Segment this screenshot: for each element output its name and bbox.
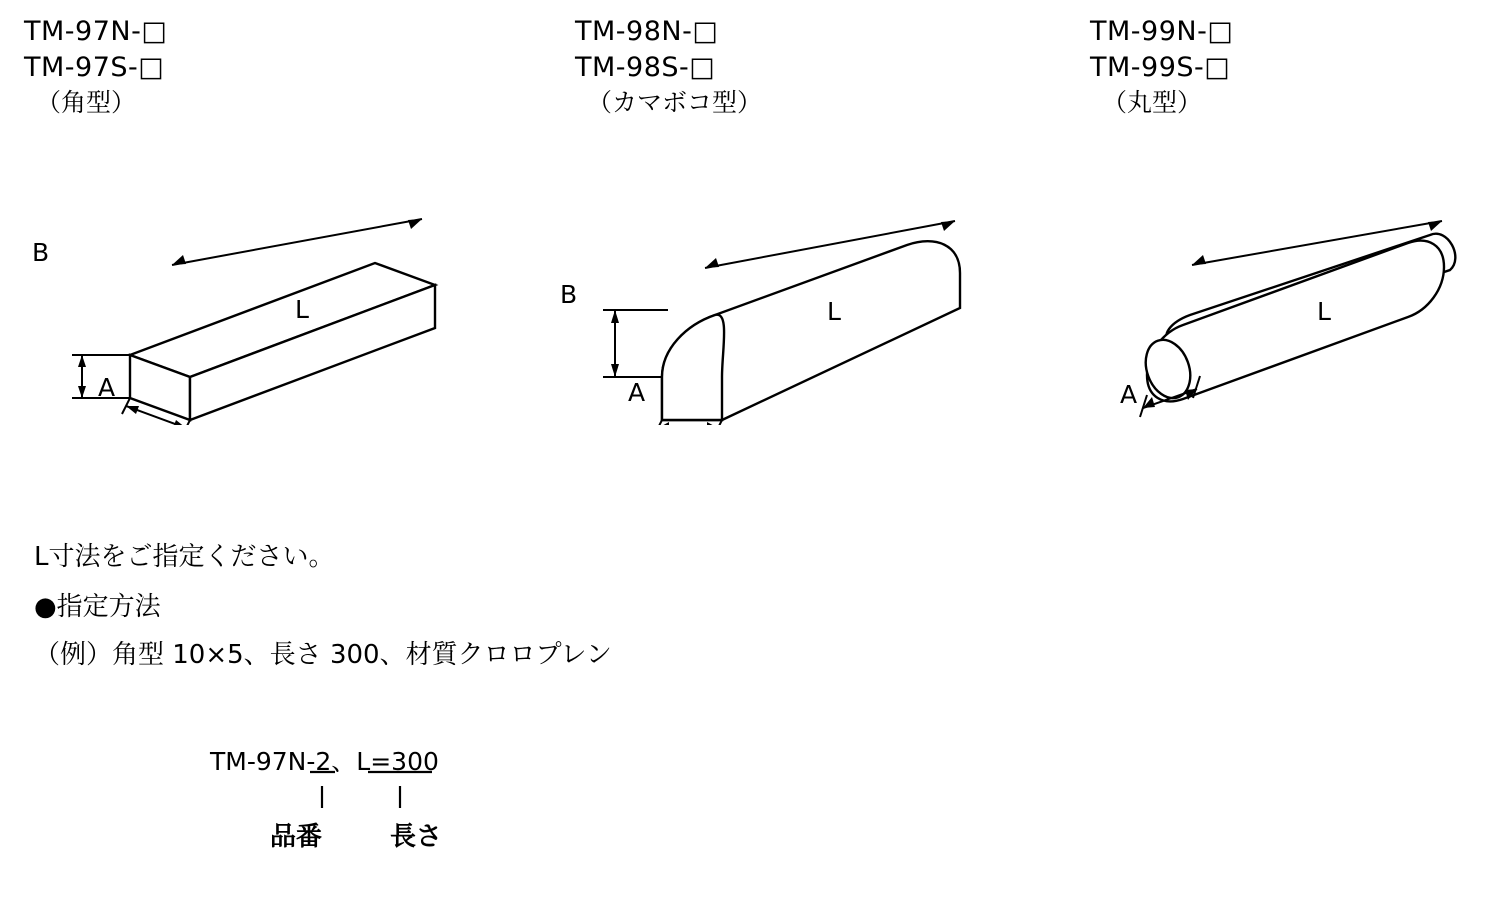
legend-part-number: 品番 — [270, 822, 323, 852]
example-code: TM-97N-2、L=300 — [210, 747, 439, 776]
drawing-square-bar — [20, 125, 480, 425]
dim-label-a-1: A — [98, 373, 116, 402]
part-shape-name-2: （カマボコ型） — [587, 88, 763, 117]
part-code-1-2: TM-97S-□ — [24, 52, 165, 83]
legend-length: 長さ — [390, 822, 443, 852]
part-shape-name-1: （角型） — [36, 88, 137, 117]
part-block-2 — [575, 14, 762, 120]
part-shape-name-3: （丸型） — [1102, 88, 1203, 117]
dim-label-l-3: L — [1317, 297, 1331, 326]
note-line-1: L寸法をご指定ください。 — [34, 542, 335, 572]
part-block-1 — [24, 14, 167, 120]
drawing-kamaboko-bar — [555, 125, 1015, 425]
dim-label-b-2: B — [560, 280, 578, 309]
part-code-1-1: TM-97N-□ — [24, 16, 168, 47]
part-block-3 — [1090, 14, 1233, 120]
dim-label-l-2: L — [827, 297, 841, 326]
drawing-round-bar — [1050, 125, 1490, 425]
part-code-2-1: TM-98N-□ — [575, 16, 719, 47]
dim-label-a-2: A — [628, 378, 646, 407]
example-callout-lines — [200, 730, 520, 840]
note-line-3: （例）角型 10×5、長さ 300、材質クロロプレン — [34, 640, 612, 670]
note-line-2: ●指定方法 — [34, 592, 161, 622]
part-code-3-2: TM-99S-□ — [1090, 52, 1231, 83]
dim-label-b-1: B — [32, 238, 50, 267]
part-code-2-2: TM-98S-□ — [575, 52, 716, 83]
part-code-3-1: TM-99N-□ — [1090, 16, 1234, 47]
dim-label-l-1: L — [295, 295, 309, 324]
dim-label-a-3: A — [1120, 380, 1138, 409]
